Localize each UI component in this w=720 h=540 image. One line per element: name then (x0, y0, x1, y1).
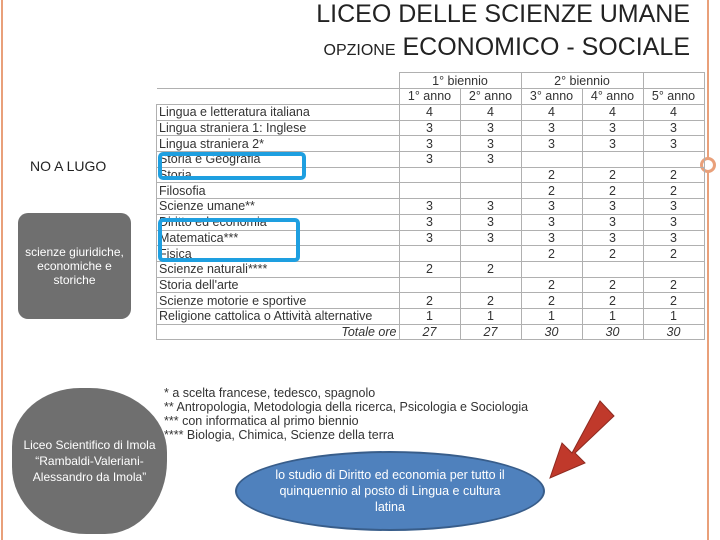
subtitle-prefix: OPZIONE (323, 42, 396, 59)
total-cell: 27 (460, 324, 521, 340)
subtitle-main: ECONOMICO - SOCIALE (395, 33, 690, 61)
hours-cell (460, 246, 521, 262)
total-row (157, 324, 705, 340)
subject-cell: Lingua e letteratura italiana (157, 105, 400, 121)
hours-cell: 1 (399, 308, 460, 324)
table-header-row (157, 73, 705, 89)
hours-cell (460, 167, 521, 183)
total-label: Totale ore (157, 324, 400, 340)
hours-cell: 2 (521, 183, 582, 199)
total-cell: 27 (399, 324, 460, 340)
hours-cell: 3 (399, 152, 460, 168)
hours-cell: 2 (460, 293, 521, 309)
hours-cell: 3 (582, 230, 643, 246)
subject-cell: Diritto ed economia (157, 214, 400, 230)
table-row (157, 199, 705, 215)
hours-cell: 3 (521, 136, 582, 152)
hours-cell: 3 (399, 199, 460, 215)
hours-cell: 3 (460, 214, 521, 230)
subject-cell: Scienze motorie e sportive (157, 293, 400, 309)
table-row (157, 136, 705, 152)
hours-cell: 2 (460, 261, 521, 277)
hours-cell (643, 152, 704, 168)
footnote: ** Antropologia, Metodologia della ricerca, Psicologia e Sociologia (164, 400, 529, 414)
hours-table (156, 72, 705, 340)
hours-cell: 2 (521, 277, 582, 293)
header-group-2: 2° biennio (521, 73, 643, 89)
hours-cell: 4 (521, 105, 582, 121)
highlight-box-scienze-diritto (158, 218, 300, 262)
hours-cell: 4 (460, 105, 521, 121)
hours-cell (399, 246, 460, 262)
subject-cell: Fisica (157, 246, 400, 262)
hours-cell (643, 261, 704, 277)
hours-cell: 3 (582, 136, 643, 152)
hours-cell (399, 277, 460, 293)
slide-subtitle (200, 33, 690, 62)
footnote: * a scelta francese, tedesco, spagnolo (164, 386, 376, 400)
hours-cell: 3 (460, 199, 521, 215)
hours-cell: 1 (460, 308, 521, 324)
arrow-icon (540, 398, 615, 483)
callout-text: lo studio di Diritto ed economia per tutto il quinquennio al posto di Lingua e cultura latina (275, 468, 505, 514)
hours-cell (582, 261, 643, 277)
hours-cell: 1 (582, 308, 643, 324)
table-row (157, 308, 705, 324)
hours-cell: 3 (521, 120, 582, 136)
hours-cell (521, 152, 582, 168)
hours-cell: 2 (399, 293, 460, 309)
hours-cell: 2 (521, 167, 582, 183)
subject-cell: Matematica*** (157, 230, 400, 246)
hours-cell: 1 (521, 308, 582, 324)
hours-cell: 2 (582, 246, 643, 262)
hours-cell: 2 (521, 246, 582, 262)
callout-ellipse (235, 451, 545, 531)
footnotes (164, 386, 528, 442)
col-header: 4° anno (582, 89, 643, 105)
hours-cell: 3 (399, 230, 460, 246)
hours-cell: 2 (582, 293, 643, 309)
hours-cell: 2 (643, 183, 704, 199)
footnote: *** con informatica al primo biennio (164, 414, 359, 428)
header-blank (157, 73, 400, 89)
hours-cell (521, 261, 582, 277)
hours-cell: 3 (582, 214, 643, 230)
hours-cell: 3 (643, 136, 704, 152)
total-cell: 30 (582, 324, 643, 340)
subject-cell: Lingua straniera 1: Inglese (157, 120, 400, 136)
header-group-1: 1° biennio (399, 73, 521, 89)
hours-cell: 4 (643, 105, 704, 121)
hours-cell (460, 277, 521, 293)
hours-cell: 3 (643, 214, 704, 230)
info-pill (18, 213, 131, 319)
table-row (157, 277, 705, 293)
hours-cell: 4 (399, 105, 460, 121)
hours-cell: 2 (643, 246, 704, 262)
hours-cell: 2 (643, 167, 704, 183)
subject-cell: Lingua straniera 2* (157, 136, 400, 152)
hours-cell: 3 (399, 214, 460, 230)
hours-cell: 2 (521, 293, 582, 309)
left-border-line (1, 0, 3, 540)
hours-cell: 2 (399, 261, 460, 277)
cloud-shape (12, 388, 167, 534)
subject-cell: Storia e Geografia (157, 152, 400, 168)
hours-cell: 3 (521, 214, 582, 230)
subject-cell: Storia (157, 167, 400, 183)
hours-cell: 2 (582, 277, 643, 293)
hours-cell (582, 152, 643, 168)
slide-title: LICEO DELLE SCIENZE UMANE (316, 0, 690, 28)
total-cell: 30 (521, 324, 582, 340)
table-subheader-row (157, 89, 705, 105)
table-row (157, 105, 705, 121)
hours-cell: 3 (582, 199, 643, 215)
col-header: 1° anno (399, 89, 460, 105)
subject-cell: Storia dell'arte (157, 277, 400, 293)
right-border-line (707, 0, 709, 540)
table-row (157, 183, 705, 199)
no-lugo-label: NO A LUGO (30, 158, 107, 174)
hours-cell: 3 (460, 152, 521, 168)
hours-cell: 2 (643, 293, 704, 309)
header-blank (157, 89, 400, 105)
hours-cell: 3 (521, 199, 582, 215)
footnote: **** Biologia, Chimica, Scienze della terra (164, 428, 394, 442)
subject-cell: Scienze naturali**** (157, 261, 400, 277)
subject-cell: Religione cattolica o Attività alternative (157, 308, 400, 324)
hours-cell: 3 (643, 230, 704, 246)
hours-cell: 3 (399, 136, 460, 152)
hours-cell: 3 (399, 120, 460, 136)
table-row (157, 293, 705, 309)
highlight-box-lingua-2 (158, 152, 306, 180)
hours-cell (460, 183, 521, 199)
subject-cell: Filosofia (157, 183, 400, 199)
hours-cell: 1 (643, 308, 704, 324)
total-cell: 30 (643, 324, 704, 340)
hours-cell: 3 (582, 120, 643, 136)
hours-cell: 2 (582, 167, 643, 183)
col-header: 3° anno (521, 89, 582, 105)
cloud-text: Liceo Scientifico di Imola “Rambaldi-Valeriani-Alessandro da Imola” (23, 438, 156, 484)
hours-cell: 3 (643, 199, 704, 215)
hours-cell: 3 (460, 230, 521, 246)
table-row (157, 120, 705, 136)
header-group-3 (643, 73, 704, 89)
hours-cell: 2 (582, 183, 643, 199)
hours-cell: 4 (582, 105, 643, 121)
hours-cell: 3 (521, 230, 582, 246)
hours-cell: 3 (643, 120, 704, 136)
table-row (157, 261, 705, 277)
hours-cell (399, 167, 460, 183)
hours-cell: 3 (460, 120, 521, 136)
hours-cell: 3 (460, 136, 521, 152)
hours-cell (399, 183, 460, 199)
info-pill-text: scienze giuridiche, economiche e storiche (25, 245, 124, 287)
hours-cell: 2 (643, 277, 704, 293)
col-header: 5° anno (643, 89, 704, 105)
col-header: 2° anno (460, 89, 521, 105)
subject-cell: Scienze umane** (157, 199, 400, 215)
